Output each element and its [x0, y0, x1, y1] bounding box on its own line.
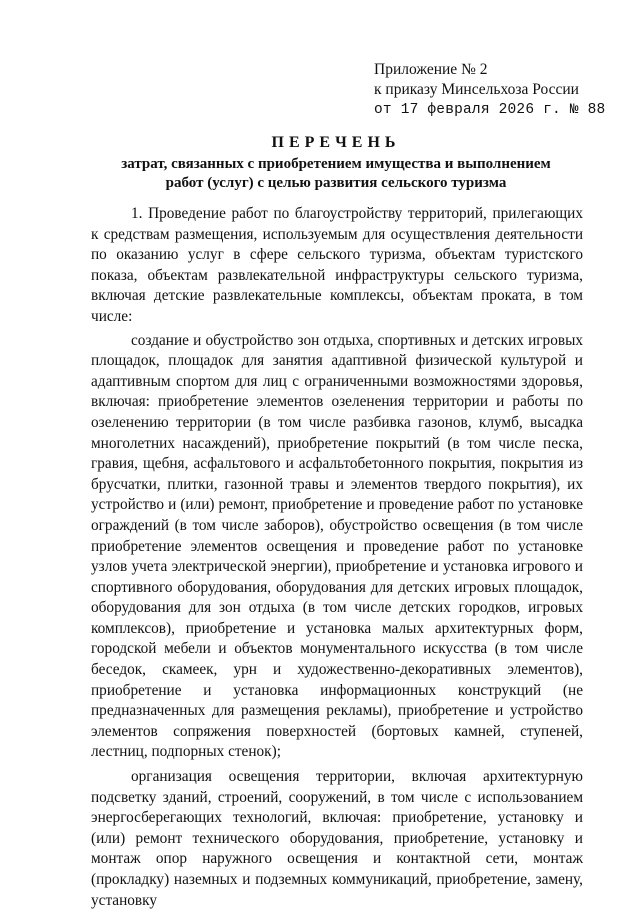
document-body	[91, 204, 583, 911]
paragraph-1: 1. Проведение работ по благоустройству территорий, прилегающих к средствам размещения, используемым для осуществления деятельности по оказанию услуг в сфере сельского туризма, объектам туристского показа, объектам развлекательной инфраструктуры сельского туризма, включая детские развлекательные комплексы, объектам проката, в том числе:	[91, 205, 583, 325]
paragraph-3: организация освещения территории, включая архитектурную подсветку зданий, строений, сооружений, в том числе с использованием энергосберегающих технологий, включая: приобретение, установку и (или) ремонт технического оборудования, приобретение, установку и монтаж опор наружного освещения и контактной сети, монтаж (прокладку) наземных и подземных коммуникаций, приобретение, замену, установку	[91, 768, 583, 909]
title-main: ПЕРЕЧЕНЬ	[271, 134, 401, 151]
document-title	[86, 133, 586, 193]
title-subtitle-line-2: работ (услуг) с целью развития сельского туризма	[165, 175, 507, 191]
paragraph-2: создание и обустройство зон отдыха, спортивных и детских игровых площадок, площадок для занятия адаптивной физической культурой и адаптивным спортом для лиц с ограниченными возможностями здоровья, включая: приобретение элементов озеленения территории и работы по озеленению территории (в том числе разбивка газонов, клумб, высадка многолетних насаждений), приобретение покрытий (в том числе песка, гравия, щебня, асфальтового и асфальтобетонного покрытия, покрытия из брусчатки, плитки, газонной травы и элементов твердого покрытия), их устройство и (или) ремонт, приобретение и проведение работ по установке ограждений (в том числе заборов), обустройство освещения (в том числе приобретение элементов освещения и проведение работ по установке узлов учета электрической энергии), приобретение и установка игрового и спортивного оборудования, оборудования для детских игровых площадок, оборудования для зон отдыха (в том числе детских городков, игровых комплексов), приобретение и установка малых архитектурных форм, городской мебели и объектов монументального искусства (в том числе беседок, скамеек, урн и художественно-декоративных элементов), приобретение и установка информационных конструкций (не предназначенных для размещения рекламы), приобретение и устройство элементов сопряжения поверхностей (бортовых камней, ступеней, лестниц, подпорных стенок);	[91, 331, 583, 761]
annex-header	[374, 60, 624, 120]
title-subtitle-line-1: затрат, связанных с приобретением имущества и выполнением	[121, 156, 551, 172]
annex-number: Приложение № 2	[374, 61, 488, 78]
annex-order-date: от 17 февраля 2026 г. № 88	[374, 102, 606, 118]
annex-order-ref: к приказу Минсельхоза России	[374, 81, 579, 98]
